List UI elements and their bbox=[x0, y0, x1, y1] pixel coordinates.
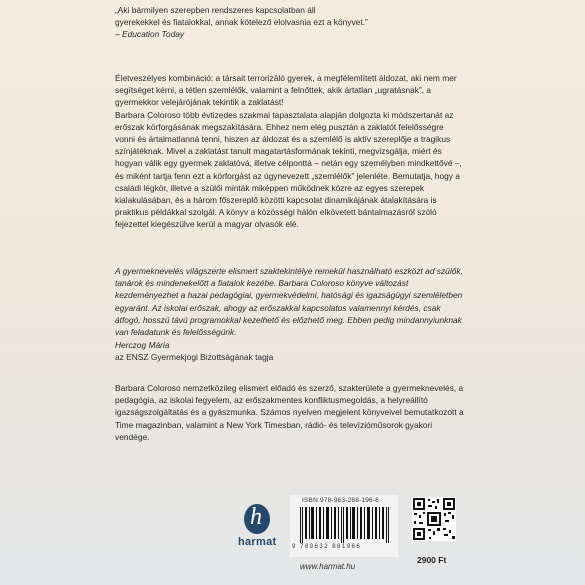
blurb-main bbox=[115, 72, 465, 231]
author-bio-text: Barbara Coloroso nemzetközileg elismert előadó és szerző, szakterülete a gyermeknevelés, a pedagógia, az iskolai fegyelem, az erőszakmentes konfliktusmegoldás, a helyreállító igazságszolgáltatás és a gyászmunka. Számos nyelven megjelent könyveivel bemutatkozott a Time magazinban, valamint a New York Timesban, rádió- és televízióműsorok gyakori vendége. bbox=[115, 383, 464, 442]
barcode-icon bbox=[298, 507, 394, 543]
logo-letter: h bbox=[250, 504, 262, 530]
blurb-paragraph-1: Életveszélyes kombináció: a társait terrorizáló gyerek, a megfélemlített áldozat, aki nem mer segítséget kérni, a tétlen szemlélők, valamint a felnőttek, akik ártatlan „ugratásnak”, a gyermekkor velejárójának tekintik a zaklatást! bbox=[115, 73, 457, 108]
publisher-name: harmat bbox=[238, 536, 277, 548]
endorser-title: az ENSZ Gyermekjogi Bizottságának tagja bbox=[115, 352, 274, 363]
blurb-paragraph-2: Barbara Coloroso több évtizedes szakmai tapasztalata alapján dolgozta ki módszertanát az erőszak körforgásának megszakítására. Ehhez nem elég pusztán a zaklatót felelősségre vonni és ártalmatlanná tenni, hiszen az áldozat és a szemlélő is aktív szereplője a tragikus színjátéknak. Mivel a zaklatást tanult magatartásformának tekinti, megvizsgálja, miért és hogyan válik egy gyermek zaklatóvá, illetve célponttá – netán egy személyben mindkettővé –, és miként tartja fenn ezt a körforgást az úgynevezett „szemlélők” jelenléte. Bemutatja, hogy a családi légkör, illetve a szülői minták miképpen működnek közre az egyes szerepek kialakulásában, és a három főszereplő közötti kapcsolat dinamikájának átalakítására is praktikus példákkal szolgál. A könyv a közösségi hálón elkövetett bántalmazásról szóló fejezettel kiegészülve kerül a magyar olvasók elé. bbox=[115, 109, 462, 230]
price-label: 2900 Ft bbox=[417, 555, 447, 565]
publisher-url: www.harmat.hu bbox=[300, 562, 356, 571]
endorser-name: Herczog Mária bbox=[115, 340, 170, 351]
isbn-text: ISBN 978-963-288-196-6 bbox=[302, 497, 380, 504]
barcode-digits: 9 789632 881966 bbox=[292, 544, 362, 550]
quote-source: – Education Today bbox=[115, 29, 185, 40]
qr-code-icon bbox=[412, 497, 456, 541]
publisher-logo bbox=[238, 504, 282, 554]
endorsement-text: A gyermeknevelés világszerte elismert szaktekintélye remekül használható eszközt ad szülők, tanárok és mindenekelőtt a fiatalok kezébe. Barbara Coloroso könyve változást kezdeményezhet a hazai pedagógiai, gyermekvédelmi, hatósági és igazságügyi szemléletben egyaránt. Az iskolai erőszak, ahogy az erőszakkal kapcsolatos valamennyi kérdés, csak átfogó, hosszú távú programokkal kezelhető és előzhető meg. Ebben pedig mindannyiunknak van feladatunk és felelősségünk. bbox=[115, 266, 463, 338]
quote-line-2: gyerekekkel és fiatalokkal, annak kötelező elolvasnia ezt a könyvet.” bbox=[115, 17, 368, 28]
quote-line-1: „Aki bármilyen szerepben rendszeres kapcsolatban áll bbox=[115, 5, 316, 15]
endorsement bbox=[115, 265, 465, 364]
author-bio bbox=[115, 382, 465, 443]
review-quote bbox=[115, 4, 465, 41]
